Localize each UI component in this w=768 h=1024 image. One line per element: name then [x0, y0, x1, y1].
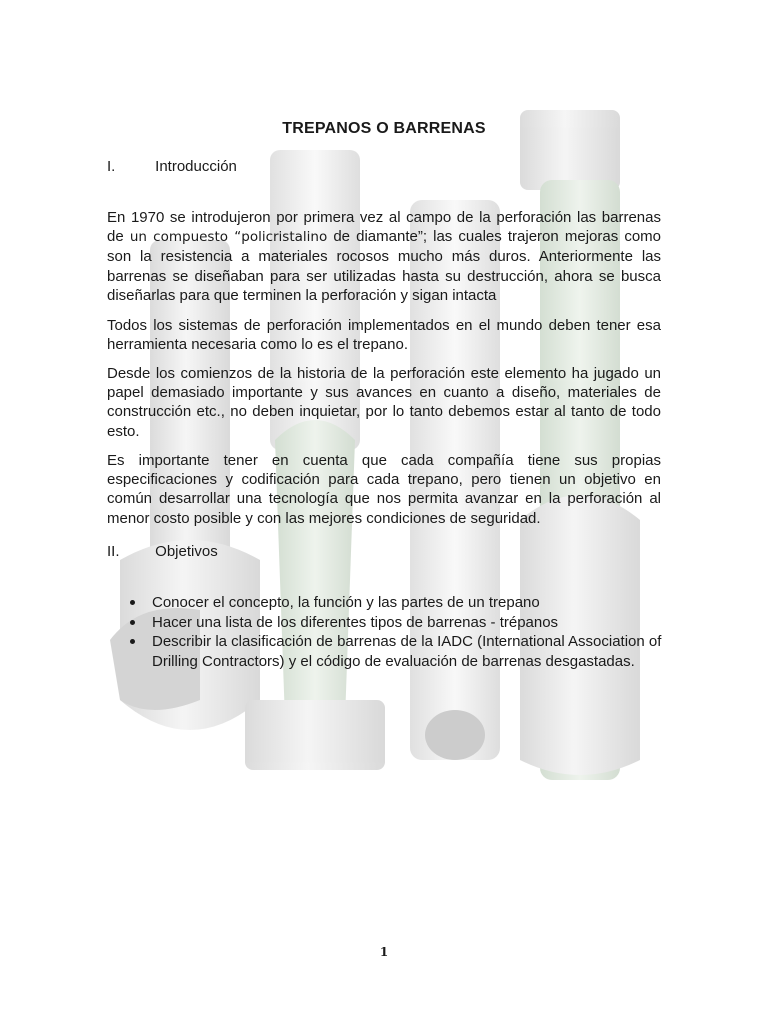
section-title: Objetivos	[155, 543, 218, 560]
section-introduction-heading	[107, 158, 237, 175]
list-item: Describir la clasificación de barrenas de la IADC (International Association of Drilling Contractors) y el código de evaluación de barrenas desgastadas.	[127, 632, 667, 671]
objectives-list	[127, 593, 667, 671]
page-number: 1	[379, 945, 389, 959]
section-number: II.	[107, 543, 120, 560]
section-objectives-heading	[107, 543, 218, 560]
list-item: Conocer el concepto, la función y las partes de un trepano	[127, 593, 667, 613]
document-title: TREPANOS O BARRENAS	[282, 120, 486, 137]
intro-paragraph-2: Todos los sistemas de perforación implementados en el mundo deben tener esa herramienta necesaria como lo es el trepano.	[107, 317, 661, 354]
section-number: I.	[107, 158, 116, 175]
list-item: Hacer una lista de los diferentes tipos de barrenas - trépanos	[127, 613, 667, 633]
intro-paragraph-4: Es importante tener en cuenta que cada compañía tiene sus propias especificaciones y codificación para cada trepano, pero tienen un objetivo en común desarrollar una tecnología que nos permita avanzar en la perforación al menor costo posible y con las mejores condiciones de seguridad.	[107, 452, 661, 527]
section-title: Introducción	[155, 158, 237, 175]
intro-paragraph-3: Desde los comienzos de la historia de la perforación este elemento ha jugado un papel demasiado importante y sus avances en cuanto a diseño, materiales de construcción etc., no deben inquietar, por lo tanto debemos estar al tanto de todo esto.	[107, 365, 661, 440]
intro-paragraph-1: En 1970 se introdujeron por primera vez al campo de la perforación las barrenas de un compuesto “policristalino de diamante”; las cuales trajeron mejoras como son la resistencia a materiales rocosos mucho más duros. Anteriormente las barrenas se diseñaban para ser utilizadas hasta su destrucción, ahora se busca diseñarlas para que terminen la perforación y sigan intacta	[107, 209, 661, 304]
